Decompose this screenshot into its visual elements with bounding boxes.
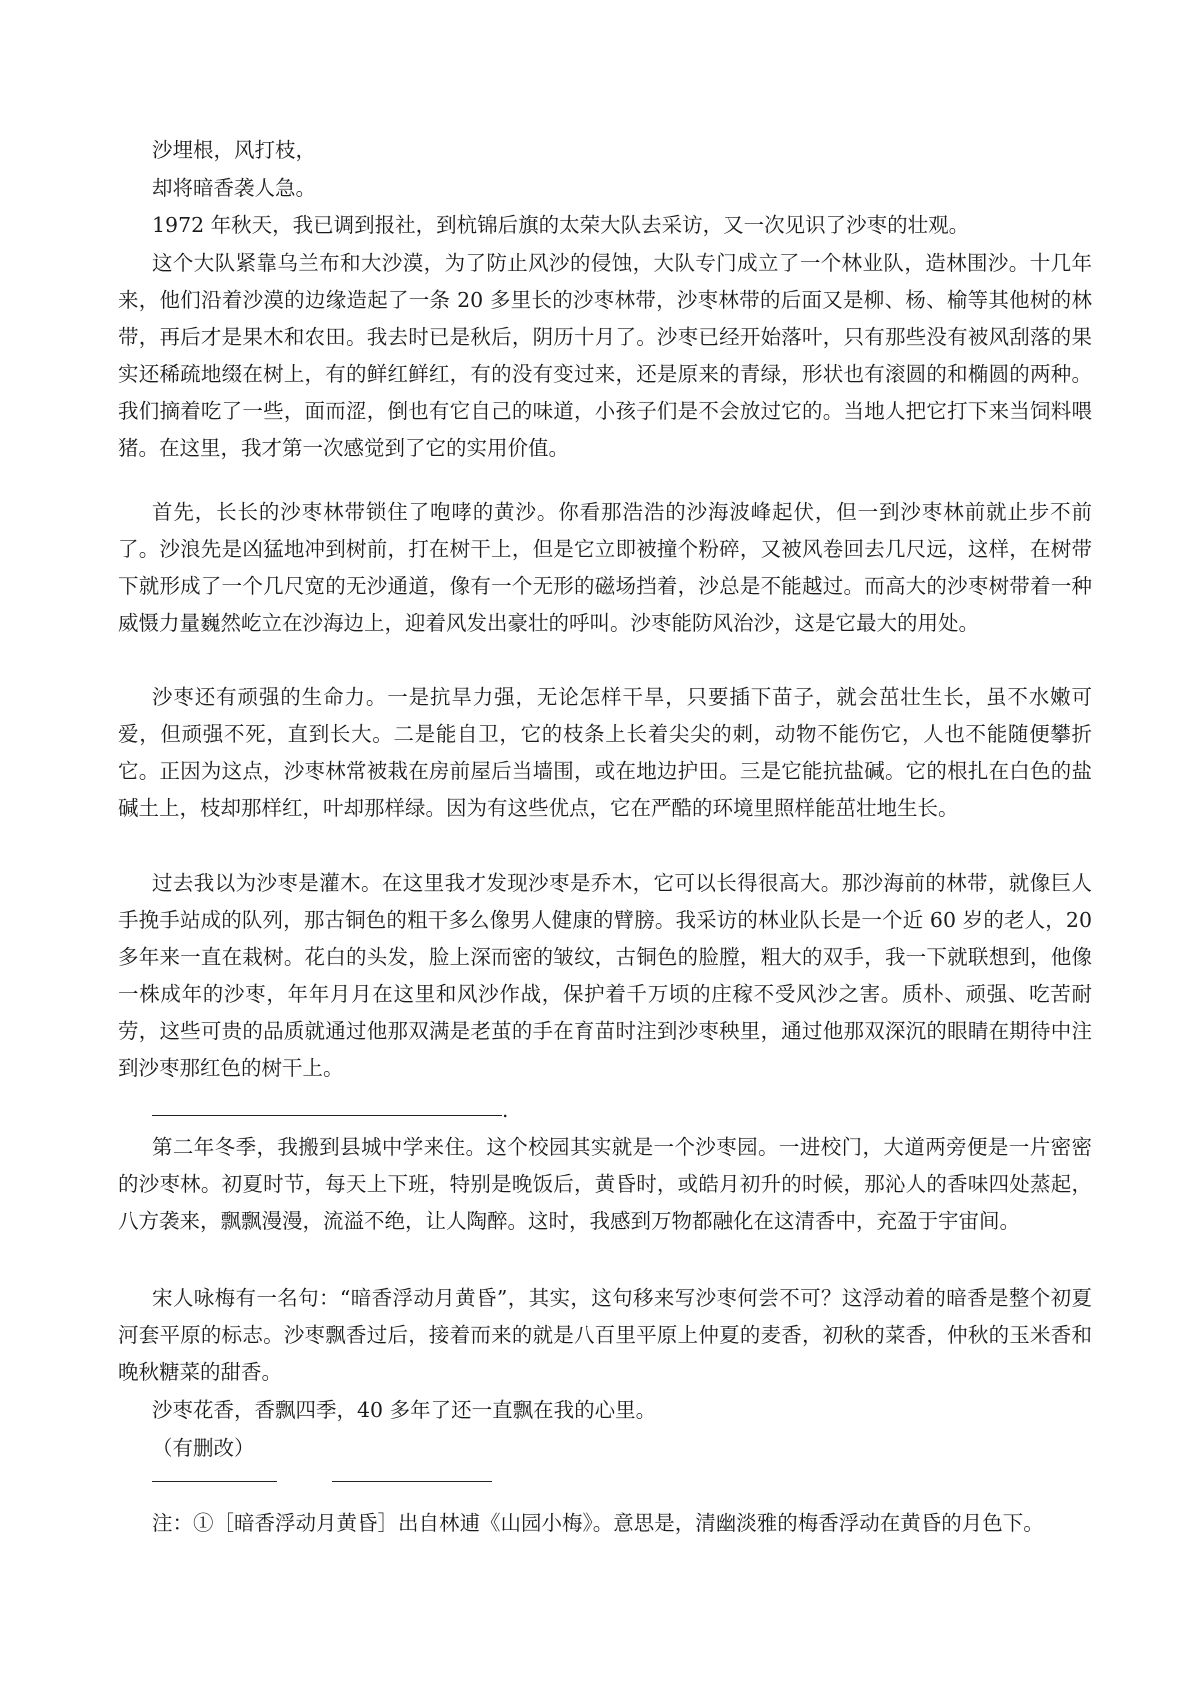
paragraph-2: 这个大队紧靠乌兰布和大沙漠，为了防止风沙的侵蚀，大队专门成立了一个林业队，造林围沙。十几年来，他们沿着沙漠的边缘造起了一条 20 多里长的沙枣林带，沙枣林带的后面又是柳、杨、榆等其他树的林带，再后才是果木和农田。我去时已是秋后，阴历十月了。沙枣已经开始落叶，只有那些没有被风刮落的果实还稀疏地缀在树上，有的鲜红鲜红，有的没有变过来，还是原来的青绿，形状也有滚圆的和椭圆的两种。我们摘着吃了一些，面而涩，倒也有它自己的味道，小孩子们是不会放过它的。当地人把它打下来当饲料喂猪。在这里，我才第一次感觉到了它的实用价值。 [118, 251, 1092, 460]
paragraph-7: 宋人咏梅有一名句：“暗香浮动月黄昏”，其实，这句移来写沙枣何尝不可？这浮动着的暗香是整个初夏河套平原的标志。沙枣飘香过后，接着而来的就是八百里平原上仲夏的麦香，初秋的菜香，仲秋的玉米香和晚秋糖菜的甜香。 [118, 1286, 1092, 1384]
paragraph-1: 1972 年秋天，我已调到报社，到杭锦后旗的太荣大队去采访，又一次见识了沙枣的壮观。 [152, 213, 970, 237]
footnote: 注：①［暗香浮动月黄昏］出自林逋《山园小梅》。意思是，清幽淡雅的梅香浮动在黄昏的月色下。 [152, 1511, 1044, 1535]
paragraph-4: 沙枣还有顽强的生命力。一是抗旱力强，无论怎样干旱，只要插下苗子，就会茁壮生长，虽不水嫩可爱，但顽强不死，直到长大。二是能自卫，它的枝条上长着尖尖的刺，动物不能伤它，人也不能随便攀折它。正因为这点，沙枣林常被栽在房前屋后当墙围，或在地边护田。三是它能抗盐碱。它的根扎在白色的盐碱土上，枝却那样红，叶却那样绿。因为有这些优点，它在严酷的环境里照样能茁壮地生长。 [118, 685, 1092, 820]
footnote-separator-right [332, 1481, 492, 1482]
poem-line-1: 沙埋根，风打枝， [152, 138, 316, 162]
paragraph-3: 首先，长长的沙枣林带锁住了咆哮的黄沙。你看那浩浩的沙海波峰起伏，但一到沙枣林前就止步不前了。沙浪先是凶猛地冲到树前，打在树干上，但是它立即被撞个粉碎，又被风卷回去几尺远，这样，在树带下就形成了一个几尺宽的无沙通道，像有一个无形的磁场挡着，沙总是不能越过。而高大的沙枣树带着一种威慑力量巍然屹立在沙海边上，迎着风发出豪壮的呼叫。沙枣能防风治沙，这是它最大的用处。 [118, 500, 1092, 635]
paragraph-8: 沙枣花香，香飘四季，40 多年了还一直飘在我的心里。 [152, 1398, 657, 1422]
answer-blank-line [152, 1115, 502, 1116]
answer-blank-period: . [502, 1098, 509, 1122]
revision-note: （有删改） [152, 1436, 255, 1460]
paragraph-5: 过去我以为沙枣是灌木。在这里我才发现沙枣是乔木，它可以长得很高大。那沙海前的林带，就像巨人手挽手站成的队列，那古铜色的粗干多么像男人健康的臂膀。我采访的林业队长是一个近 60 岁的老人，20 多年来一直在栽树。花白的头发，脸上深而密的皱纹，古铜色的脸膛，粗大的双手，我一下就联想到，他像一株成年的沙枣，年年月月在这里和风沙作战，保护着千万顷的庄稼不受风沙之害。质朴、顽强、吃苦耐劳，这些可贵的品质就通过他那双满是老茧的手在育苗时注到沙枣秧里，通过他那双深沉的眼睛在期待中注到沙枣那红色的树干上。 [118, 871, 1092, 1080]
paragraph-6: 第二年冬季，我搬到县城中学来住。这个校园其实就是一个沙枣园。一进校门，大道两旁便是一片密密的沙枣林。初夏时节，每天上下班，特别是晚饭后，黄昏时，或皓月初升的时候，那沁人的香味四处蒸起，八方袭来，飘飘漫漫，流溢不绝，让人陶醉。这时，我感到万物都融化在这清香中，充盈于宇宙间。 [118, 1135, 1092, 1233]
poem-line-2: 却将暗香袭人急。 [152, 176, 316, 200]
footnote-separator-left [152, 1481, 277, 1482]
